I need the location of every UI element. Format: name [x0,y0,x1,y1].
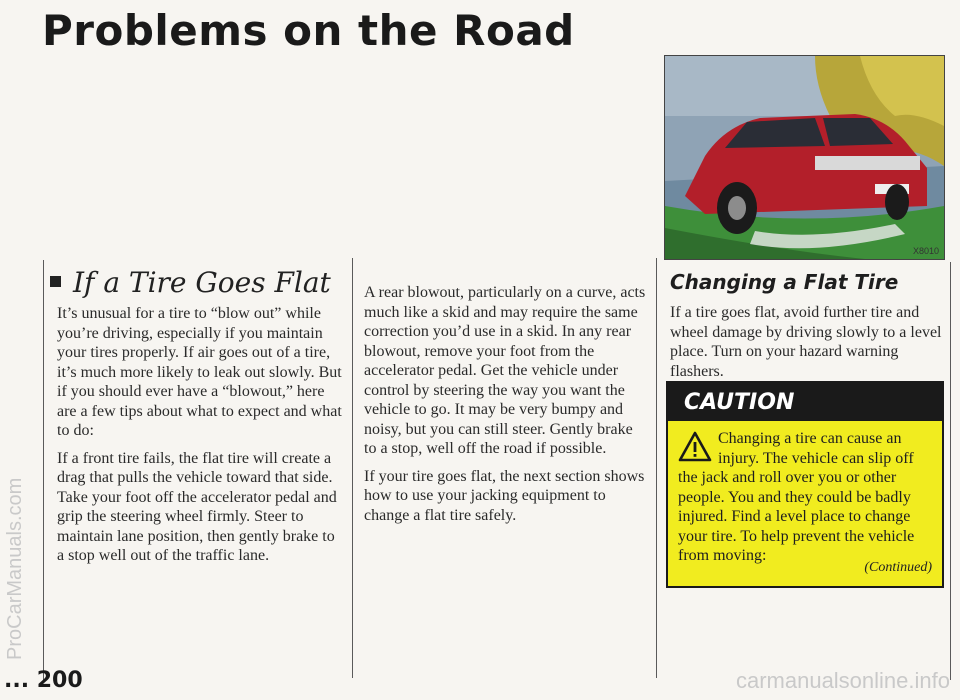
column-divider-edge [950,262,951,680]
column-divider-right [656,258,657,678]
caution-body [668,421,942,566]
changing-heading: Changing a Flat Tire [670,270,899,294]
watermark-bottom: carmanualsonline.info [735,668,950,693]
paragraph: A rear blowout, particularly on a curve, acts much like a skid and may require the same correction you’d use in a skid. In any rear blowout, remove your foot from the accelerator pedal. Get the vehicle under control by steering the way you want the vehicle to go. It may be very bumpy and noisy, but you can still steer. Gently brake to a stop, well off the road if possible. [364,284,646,457]
text-column-2 [364,283,646,533]
column-divider-left [43,260,44,680]
photo-code: X8010 [912,246,939,256]
car-illustration [665,56,944,259]
section-heading-text: If a Tire Goes Flat [73,266,331,299]
column-divider-middle [352,258,353,678]
page-title: Problems on the Road [42,6,575,55]
continued-note: (Continued) [864,560,932,575]
paragraph: If a front tire fails, the flat tire will create a drag that pulls the vehicle toward that side. Take your foot off the accelerator pedal and grip the steering wheel firmly. Steer to maintain lane position, then gently brake to a stop well out of the traffic lane. [57,449,337,564]
watermark-side: ProCarManuals.com [4,477,26,660]
paragraph: If a tire goes flat, avoid further tire and wheel damage by driving slowly to a level place. Turn on your hazard warning flashers. [670,304,942,380]
caution-box [666,381,944,588]
page-number: ... 200 [4,668,83,693]
text-column-1 [57,304,342,574]
caution-title: CAUTION [668,383,942,421]
paragraph: It’s unusual for a tire to “blow out” while you’re driving, especially if you maintain your tires properly. If air goes out of a tire, it’s much more likely to leak out slowly. But if you should ever have a “blowout,” here are a few tips about what to expect and what to do: [57,305,342,439]
text-column-3 [670,303,945,389]
bullet-square-icon [50,276,61,287]
caution-text: Changing a tire can cause an injury. The vehicle can slip off the jack and roll over you or other people. You and they could be badly injured. Find a level place to change your tire. To help prevent the vehicle from moving: [678,430,915,564]
section-heading [50,266,331,299]
car-photo [664,55,945,260]
paragraph: If your tire goes flat, the next section shows how to use your jacking equipment to change a flat tire safely. [364,467,645,524]
warning-triangle-icon [678,431,712,463]
